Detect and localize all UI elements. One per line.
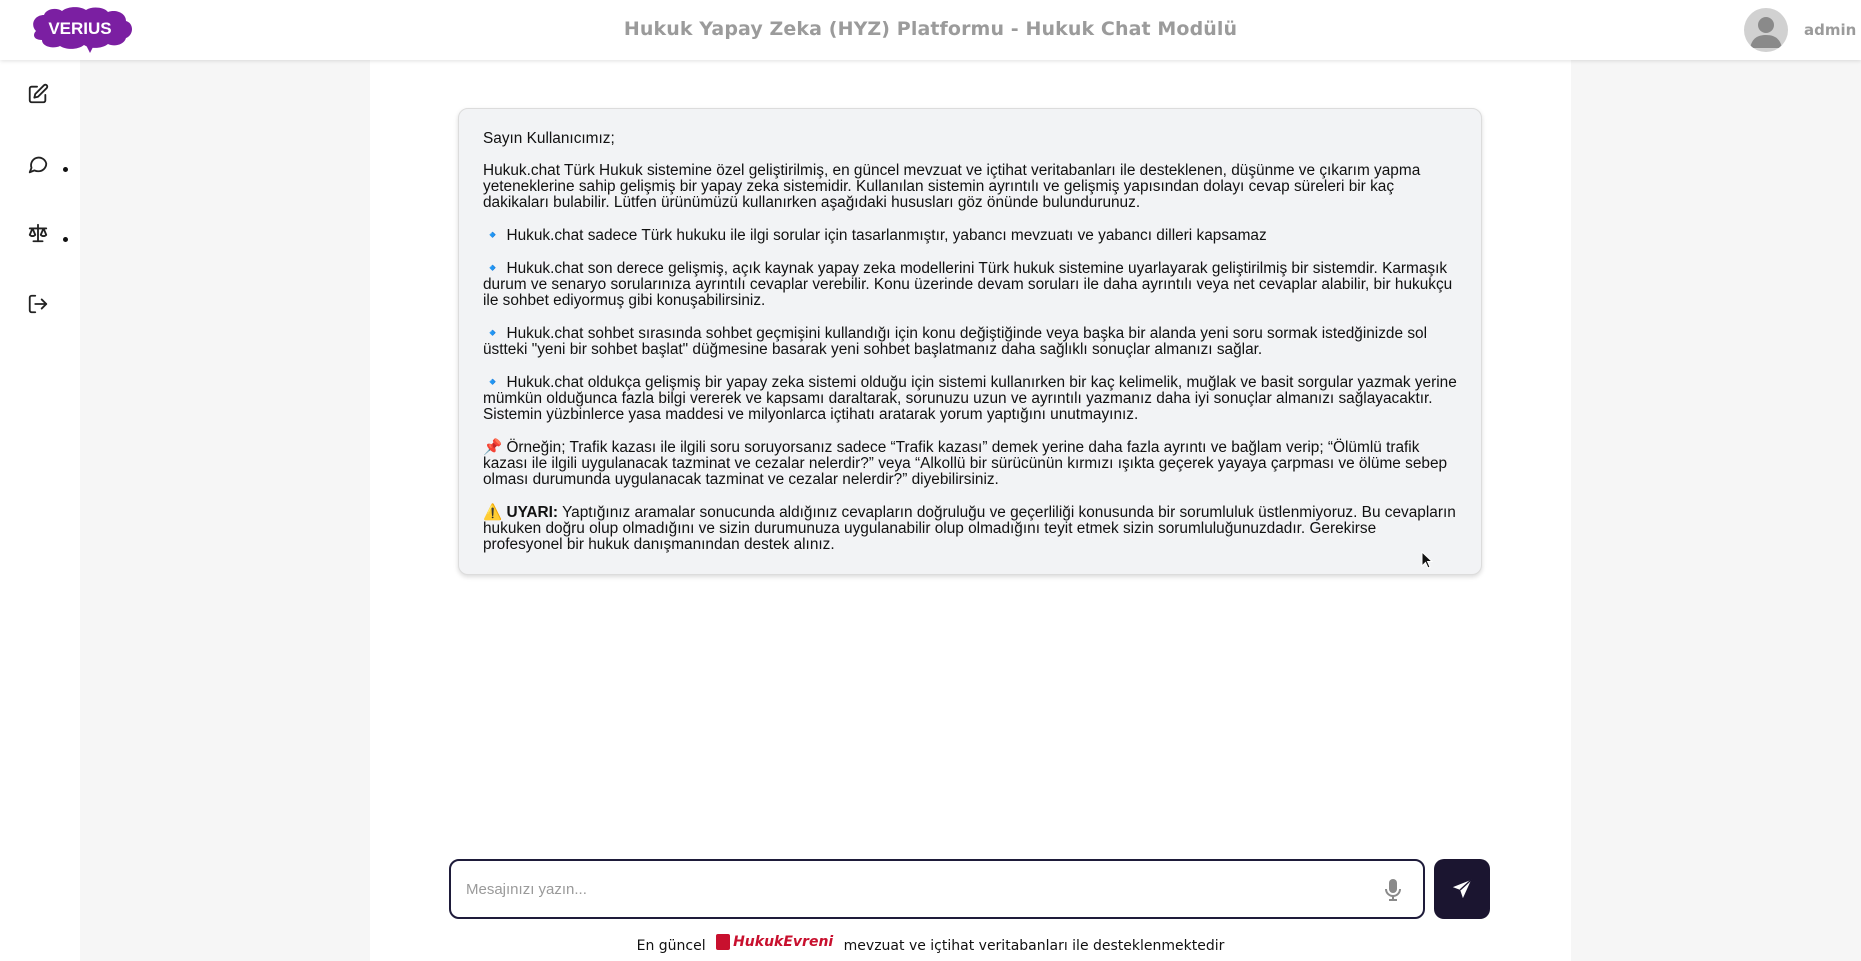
mouse-cursor-icon <box>1421 551 1433 569</box>
chat-area <box>370 60 1571 961</box>
paper-plane-icon <box>1451 878 1473 900</box>
legal-module-indicator <box>63 237 68 242</box>
hukukevreni-icon <box>716 934 730 950</box>
notice-bullet: 🔹 Hukuk.chat oldukça gelişmiş bir yapay zeka sistemi olduğu için sistemi kullanırken bir kaç kelimelik, muğlak ve basit sorgular yazmak yerine mümkün olduğunca fazla bilgi vererek ve kapsamı daraltarak, sorunuzu uzun ve ayrıntılı yazmanız daha iyi sonuçlar almanızı sağlayacaktır. Sistemin yüzbinlerce yasa maddesi ve milyonlarca içtihatı aratarak yorum yaptığını unutmayınız. <box>483 373 1457 423</box>
logout-icon <box>27 293 49 315</box>
chat-history-button[interactable] <box>20 146 56 182</box>
notice-bullet: 🔹 Hukuk.chat sohbet sırasında sohbet geçmişini kullandığı için konu değiştiğinde veya başka bir alanda yeni soru sormak istedğinizde sol üstteki "yeni bir sohbet başlat" düğmesine basarak yeni sohbet başlatmanız daha sağlıklı sonuçlar almanızı sağlar. <box>483 324 1427 358</box>
footer-prefix: En güncel <box>636 938 706 954</box>
microphone-icon <box>1384 878 1402 902</box>
user-avatar[interactable] <box>1744 8 1788 52</box>
chat-bubble-icon <box>27 153 49 175</box>
footer-note <box>0 934 1861 954</box>
top-bar <box>0 0 1861 60</box>
diamond-icon: 🔹 <box>483 373 503 391</box>
svg-text:VERIUS: VERIUS <box>48 19 112 38</box>
warning-icon: ⚠️ <box>483 503 503 521</box>
username-label[interactable]: admin <box>1804 21 1857 39</box>
footer-suffix: mevzuat ve içtihat veritabanları ile desteklenmektedir <box>843 938 1225 954</box>
diamond-icon: 🔹 <box>483 259 503 277</box>
pushpin-icon: 📌 <box>483 438 503 456</box>
legal-module-button[interactable] <box>20 215 56 251</box>
diamond-icon: 🔹 <box>483 324 503 342</box>
info-notice-card <box>458 108 1482 575</box>
sidebar <box>0 60 80 961</box>
new-chat-button[interactable] <box>20 76 56 112</box>
edit-icon <box>27 83 49 105</box>
scale-icon <box>27 222 49 244</box>
message-composer <box>449 859 1425 919</box>
microphone-button[interactable] <box>1384 878 1402 902</box>
logout-button[interactable] <box>20 286 56 322</box>
notice-example: 📌 Örneğin; Trafik kazası ile ilgili soru soruyorsanız sadece “Trafik kazası” demek yerine daha fazla ayrıntı ve bağlam verip; “Ölümlü trafik kazası ile ilgili uygulanacak tazminat ve cezalar nelerdir?” veya “Alkollü bir sürücünün kırmızı ışıkta geçerek yayaya çarpması ve ölüme sebep olması durumunda uygulanacak tazminat ve cezalar nelerdir?” diyebilirsiniz. <box>483 438 1448 488</box>
send-button[interactable] <box>1434 859 1490 919</box>
page-title: Hukuk Yapay Zeka (HYZ) Platformu - Hukuk Chat Modülü <box>623 18 1238 40</box>
notice-bullet: 🔹 Hukuk.chat son derece gelişmiş, açık kaynak yapay zeka modellerini Türk hukuk sistemine uyarlayarak geliştirilmiş bir sistemdir. Karmaşık durum ve senaryo sorularınıza ayrıntılı cevaplar verebilir. Konu üzerinde devam soruları ile daha ayrıntılı veya net cevaplar alabilir, bir hukukçu ile sohbet ediyormuş gibi konuşabilirsiniz. <box>483 259 1453 309</box>
notice-intro: Hukuk.chat Türk Hukuk sistemine özel geliştirilmiş, en güncel mevzuat ve içtihat veritabanları ile desteklenen, düşünme ve çıkarım yapma yeteneklerine sahip gelişmiş bir yapay zeka sistemidir. Kullanılan sistemin ayrıntılı ve gelişmiş yapısından dolayı cevap süreleri bir kaç dakikaları bulabilir. Lütfen ürünümüzü kullanırken aşağıdaki hususları göz önünde bulundurunuz. <box>483 162 1421 211</box>
chat-history-indicator <box>63 167 68 172</box>
message-input[interactable] <box>466 878 1346 900</box>
hukukevreni-logo[interactable]: Hukuk Evreni <box>716 934 833 950</box>
diamond-icon: 🔹 <box>483 226 503 244</box>
notice-bullet: 🔹 Hukuk.chat sadece Türk hukuku ile ilgi sorular için tasarlanmıştır, yabancı mevzuatı ve yabancı dilleri kapsamaz <box>483 226 1267 244</box>
warning-label: UYARI: <box>506 504 559 521</box>
notice-warning: ⚠️ UYARI: Yaptığınız aramalar sonucunda aldığınız cevapların doğruluğu ve geçerliliği konusunda bir sorumluluk üstlenmiyoruz. Bu cevapların hukuken doğru olup olmadığını ve sizin durumunuza uygulanabilir olup olmadığını teyit etmek sizin sorumluluğunuzdadır. Gerekirse profesyonel bir hukuk danışmanından destek alınız. <box>483 503 1456 553</box>
notice-greeting: Sayın Kullanıcımız; <box>483 130 615 147</box>
